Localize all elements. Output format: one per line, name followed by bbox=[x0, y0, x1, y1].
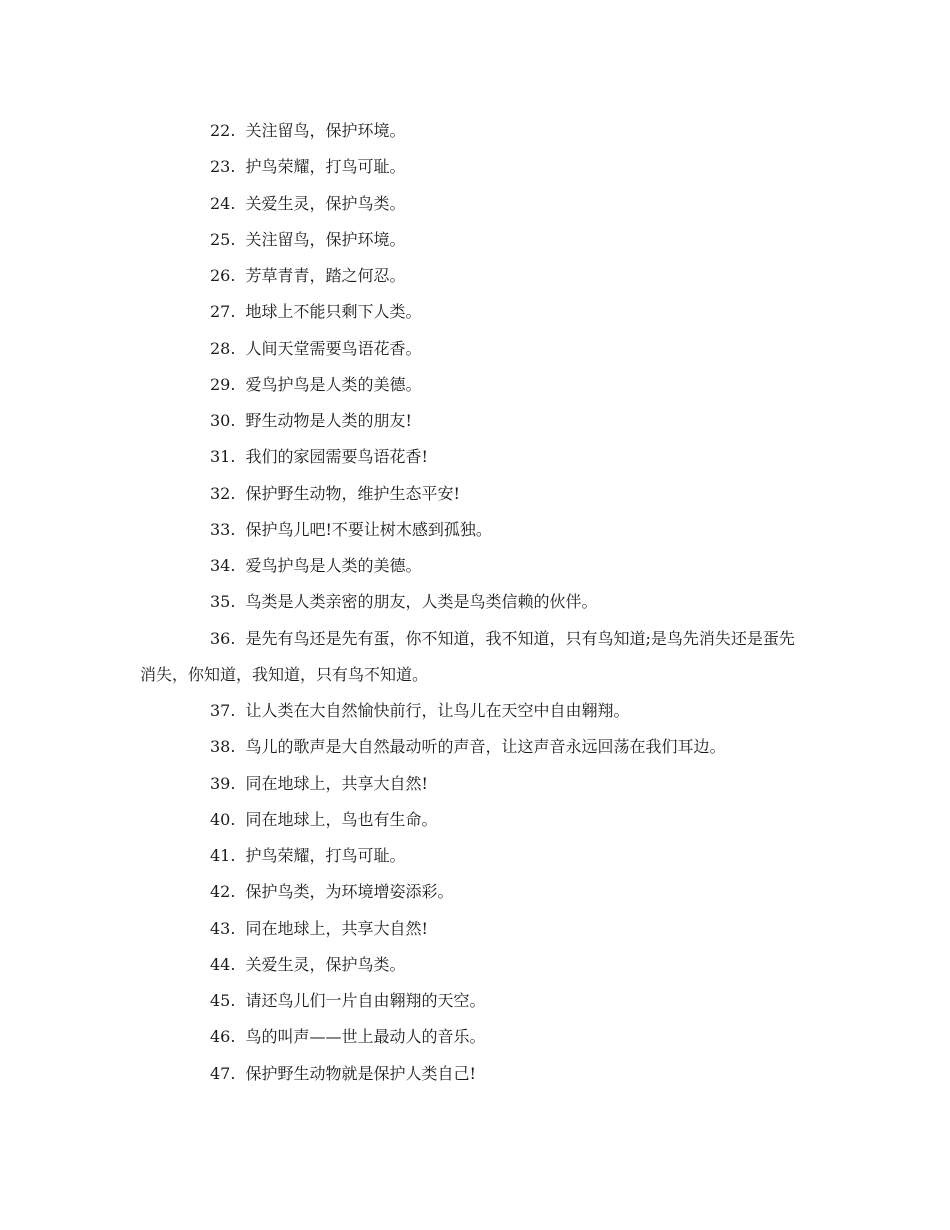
item-text: 保护野生动物就是保护人类自己! bbox=[245, 1063, 476, 1083]
item-number: 33. bbox=[210, 519, 236, 539]
item-text: 爱鸟护鸟是人类的美德。 bbox=[245, 374, 422, 394]
item-number: 32. bbox=[210, 483, 236, 503]
item-number: 31. bbox=[210, 447, 236, 467]
item-text: 让人类在大自然愉快前行，让鸟儿在天空中自由翱翔。 bbox=[245, 701, 630, 720]
list-item bbox=[140, 113, 810, 149]
list-item bbox=[140, 186, 810, 222]
item-text: 护鸟荣耀，打鸟可耻。 bbox=[245, 157, 406, 177]
item-text: 同在地球上，共享大自然! bbox=[245, 773, 428, 793]
item-text: 关注留鸟，保护环境。 bbox=[245, 229, 406, 249]
list-item bbox=[140, 729, 810, 765]
item-number: 29. bbox=[210, 374, 236, 394]
item-number: 36. bbox=[210, 628, 236, 648]
item-text: 是先有鸟还是先有蛋，你不知道，我不知道，只有鸟知道;是鸟先消失还是蛋先消失，你知道，我知道，只有鸟不知道。 bbox=[140, 628, 795, 684]
item-text: 鸟儿的歌声是大自然最动听的声音，让这声音永远回荡在我们耳边。 bbox=[245, 737, 726, 757]
item-text: 人间天堂需要鸟语花香。 bbox=[245, 338, 422, 358]
list-item bbox=[140, 802, 810, 838]
list-item bbox=[140, 584, 810, 620]
item-text: 保护鸟儿吧!不要让树木感到孤独。 bbox=[245, 519, 492, 539]
item-text: 鸟类是人类亲密的朋友，人类是鸟类信赖的伙伴。 bbox=[245, 592, 598, 612]
item-text: 芳草青青，踏之何忍。 bbox=[245, 266, 406, 285]
item-number: 35. bbox=[210, 592, 236, 612]
item-number: 30. bbox=[210, 411, 236, 430]
item-text: 爱鸟护鸟是人类的美德。 bbox=[245, 556, 422, 575]
item-number: 40. bbox=[210, 809, 236, 829]
item-number: 28. bbox=[210, 338, 236, 358]
item-number: 22. bbox=[210, 121, 236, 140]
item-number: 45. bbox=[210, 991, 236, 1010]
item-text: 我们的家园需要鸟语花香! bbox=[245, 447, 428, 467]
item-number: 43. bbox=[210, 918, 236, 938]
list-item bbox=[140, 294, 810, 330]
item-text: 同在地球上，鸟也有生命。 bbox=[245, 809, 438, 829]
item-number: 44. bbox=[210, 954, 236, 974]
list-item bbox=[140, 1019, 810, 1055]
item-number: 25. bbox=[210, 229, 236, 249]
list-item bbox=[140, 548, 810, 584]
item-number: 41. bbox=[210, 846, 236, 865]
item-number: 38. bbox=[210, 737, 236, 757]
list-item bbox=[140, 983, 810, 1019]
item-number: 24. bbox=[210, 193, 236, 213]
list-item bbox=[140, 367, 810, 403]
list-item bbox=[140, 258, 810, 294]
list-item bbox=[140, 331, 810, 367]
item-number: 27. bbox=[210, 302, 236, 322]
list-item bbox=[140, 911, 810, 947]
item-text: 护鸟荣耀，打鸟可耻。 bbox=[245, 846, 406, 865]
list-item bbox=[140, 838, 810, 874]
item-number: 47. bbox=[210, 1063, 236, 1083]
list-item bbox=[140, 149, 810, 185]
list-item bbox=[140, 403, 810, 439]
list-item bbox=[140, 874, 810, 910]
item-text: 地球上不能只剩下人类。 bbox=[245, 302, 422, 322]
item-text: 关注留鸟，保护环境。 bbox=[245, 121, 406, 140]
item-text: 同在地球上，共享大自然! bbox=[245, 918, 428, 938]
item-text: 鸟的叫声——世上最动人的音乐。 bbox=[245, 1027, 486, 1047]
item-text: 关爱生灵，保护鸟类。 bbox=[245, 954, 406, 974]
list-item bbox=[140, 476, 810, 512]
item-text: 保护野生动物，维护生态平安! bbox=[245, 483, 460, 503]
list-item bbox=[140, 222, 810, 258]
list-item bbox=[140, 512, 810, 548]
slogan-list bbox=[140, 113, 810, 1092]
item-number: 23. bbox=[210, 157, 236, 177]
list-item bbox=[140, 947, 810, 983]
list-item bbox=[140, 439, 810, 475]
list-item bbox=[140, 1056, 810, 1092]
item-number: 37. bbox=[210, 701, 236, 720]
item-number: 39. bbox=[210, 773, 236, 793]
item-number: 26. bbox=[210, 266, 236, 285]
list-item bbox=[140, 693, 810, 729]
list-item bbox=[140, 766, 810, 802]
item-number: 42. bbox=[210, 882, 236, 902]
item-text: 保护鸟类，为环境增姿添彩。 bbox=[245, 882, 454, 902]
list-item bbox=[140, 621, 810, 694]
item-text: 野生动物是人类的朋友! bbox=[245, 411, 412, 430]
item-text: 关爱生灵，保护鸟类。 bbox=[245, 193, 406, 213]
item-number: 46. bbox=[210, 1027, 236, 1047]
item-text: 请还鸟儿们一片自由翱翔的天空。 bbox=[245, 991, 486, 1010]
item-number: 34. bbox=[210, 556, 236, 575]
